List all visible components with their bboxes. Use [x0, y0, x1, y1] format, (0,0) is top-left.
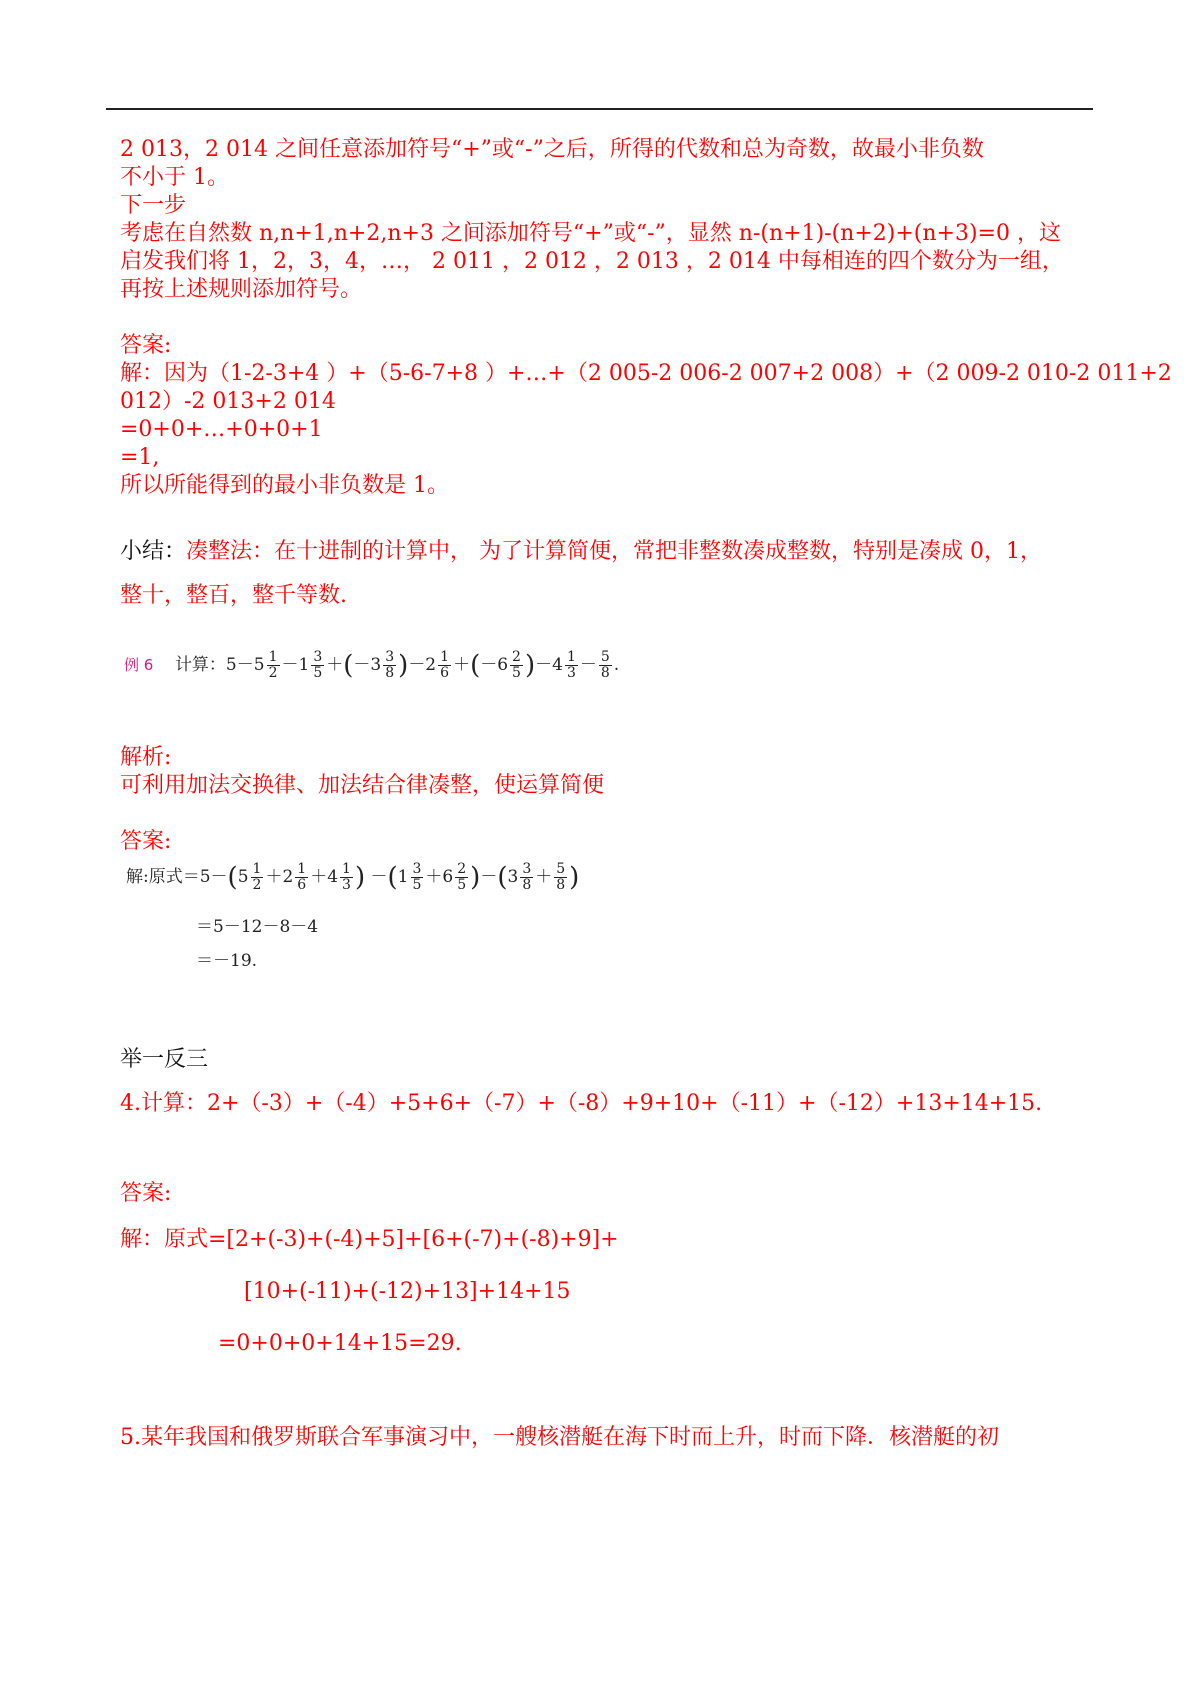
solution-line-2: [10+(-11)+(-12)+13]+14+15 — [244, 1279, 571, 1304]
math-text: . — [613, 655, 620, 675]
math-text: ＋4 — [310, 867, 339, 887]
analysis-label: 解析: — [120, 745, 172, 770]
summary-text: 凑整法：在十进制的计算中， 为了计算简便，常把非整数凑成整数，特别是凑成 0，1， — [186, 539, 1042, 564]
answer-2-step-3: ＝－19. — [196, 951, 258, 971]
summary-label: 小结： — [120, 539, 187, 564]
fraction: $\frac{1}{6}$ — [440, 649, 450, 681]
header-rule — [106, 108, 1093, 110]
fraction: $\frac{3}{8}$ — [522, 861, 532, 893]
question-5: 5.某年我国和俄罗斯联合军事演习中，一艘核潜艇在海下时而上升，时而下降．核潜艇的初 — [120, 1425, 999, 1450]
text-line: 2 013，2 014 之间任意添加符号“+”或“-”之后，所得的代数和总为奇数，故最小非负数 — [120, 137, 984, 162]
math-text: 5 — [237, 867, 249, 887]
fraction: $\frac{2}{5}$ — [457, 861, 467, 893]
fraction: $\frac{1}{2}$ — [252, 861, 262, 893]
fraction: $\frac{3}{8}$ — [385, 649, 395, 681]
math-text: － — [480, 867, 498, 887]
question-4: 4.计算：2+（-3）+（-4）+5+6+（-7）+（-8）+9+10+（-11）+（-12）+13+14+15. — [120, 1091, 1043, 1116]
example-tag: 例 6 — [124, 656, 154, 674]
fraction: $\frac{1}{3}$ — [566, 649, 576, 681]
math-text: ＋6 — [425, 867, 454, 887]
math-text: ＋2 — [265, 867, 294, 887]
text-line: =1, — [120, 445, 160, 470]
math-text: －2 — [408, 655, 437, 675]
math-text: － — [370, 867, 388, 887]
math-text: ＋ — [453, 655, 471, 675]
fraction: $\frac{3}{5}$ — [412, 861, 422, 893]
text-line: 解：因为（1-2-3+4 ）+（5-6-7+8 ）+…+（2 005-2 006-2 007+2 008）+（2 009-2 010-2 011+2 — [120, 361, 1172, 386]
math-text: ＋ — [535, 867, 553, 887]
text-line: 所以所能得到的最小非负数是 1。 — [120, 473, 449, 498]
math-text: ＋ — [326, 655, 344, 675]
fraction: $\frac{1}{6}$ — [297, 861, 307, 893]
section-heading: 举一反三 — [120, 1047, 209, 1072]
answer-2-step-1: 解:原式＝5－(5 $\frac{1}{2}$ ＋2 $\frac{1}{6}$ ＋4 $\frac{1}{3}$ ) －(1 $\frac{3}{5}$ ＋6 $\frac{2}{5}$ )－(3 $\frac{3}{8}$ ＋ $\frac{5}{8}$ ) — [126, 861, 580, 893]
text-line: 启发我们将 1，2，3，4，…， 2 011 ，2 012 ，2 013 ，2 014 中每相连的四个数分为一组， — [120, 249, 1064, 274]
text-line: 考虑在自然数 n,n+1,n+2,n+3 之间添加符号“+”或“-”，显然 n-(n+1)-(n+2)+(n+3)=0 ，这 — [120, 221, 1061, 246]
example-6-problem: 例 6 计算：5－5 $\frac{1}{2}$ －1 $\frac{3}{5}$ ＋(－3 $\frac{3}{8}$ )－2 $\frac{1}{6}$ ＋(－6 $\frac{2}{5}$ )－4 $\frac{1}{3}$ － $\frac{5}{8}$ . — [124, 649, 620, 681]
summary-line-2: 整十，整百，整千等数. — [120, 583, 347, 608]
answer-label: 答案: — [120, 333, 172, 358]
answer-2-step-2: ＝5－12－8－4 — [196, 917, 319, 937]
math-text: －6 — [480, 655, 509, 675]
text-line: 再按上述规则添加符号。 — [120, 277, 363, 302]
math-text: 3 — [507, 867, 519, 887]
solution-line-1: 解：原式=[2+(-3)+(-4)+5]+[6+(-7)+(-8)+9]+ — [120, 1227, 619, 1252]
math-text: － — [579, 655, 597, 675]
analysis-text: 可利用加法交换律、加法结合律凑整，使运算简便 — [120, 773, 605, 798]
text-line: =0+0+…+0+0+1 — [120, 417, 323, 442]
text-line: 012）-2 013+2 014 — [120, 389, 336, 414]
math-text: －4 — [535, 655, 563, 675]
fraction: $\frac{5}{8}$ — [600, 649, 610, 681]
math-text: 1 — [397, 867, 409, 887]
answer-label: 答案: — [120, 829, 172, 854]
answer-label: 答案: — [120, 1181, 172, 1206]
math-text: －3 — [353, 655, 382, 675]
fraction: $\frac{3}{5}$ — [313, 649, 323, 681]
fraction: $\frac{1}{3}$ — [342, 861, 351, 893]
math-text: 解:原式＝5－ — [126, 867, 228, 887]
text-line: 不小于 1。 — [120, 165, 229, 190]
fraction: $\frac{5}{8}$ — [556, 861, 566, 893]
solution-line-3: =0+0+0+14+15=29. — [218, 1331, 462, 1356]
fraction: $\frac{1}{2}$ — [268, 649, 278, 681]
fraction: $\frac{2}{5}$ — [512, 649, 521, 681]
math-text: －1 — [281, 655, 310, 675]
summary-line-1 — [120, 538, 1042, 566]
math-text: 计算：5－5 — [174, 655, 265, 675]
text-line: 下一步 — [120, 193, 187, 218]
